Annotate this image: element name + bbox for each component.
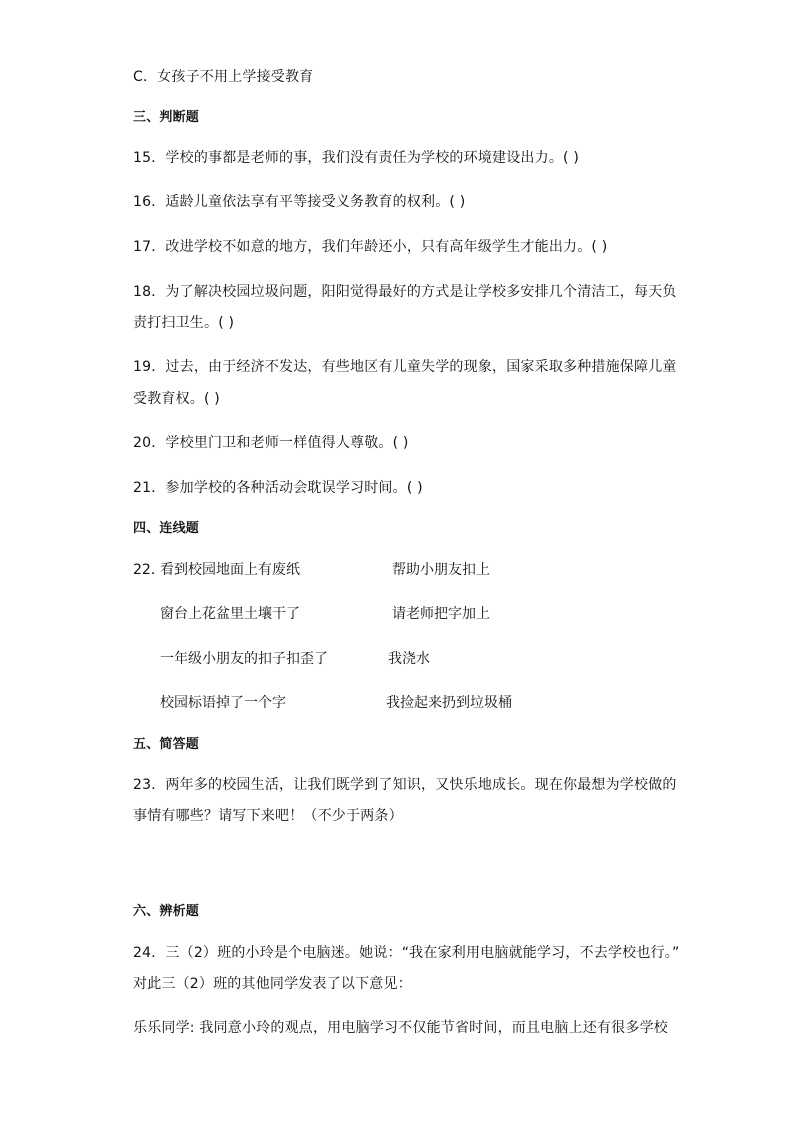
question-21: 21．参加学校的各种活动会耽误学习时间。( ): [133, 480, 423, 496]
matching-left-3: 一年级小朋友的扣子扣歪了: [160, 651, 328, 667]
question-19-line2: 受教育权。( ): [133, 391, 220, 407]
question-17: 17．改进学校不如意的地方，我们年龄还小，只有高年级学生才能出力。( ): [133, 239, 608, 255]
question-23-line2: 事情有哪些？请写下来吧！（不少于两条）: [133, 808, 403, 824]
matching-right-2: 请老师把字加上: [392, 606, 490, 622]
question-16: 16．适龄儿童依法享有平等接受义务教育的权利。( ): [133, 194, 466, 210]
question-18-line1: 18．为了解决校园垃圾问题，阳阳觉得最好的方式是让学校多安排几个清洁工，每天负: [133, 284, 677, 300]
question-19-line1: 19．过去，由于经济不发达，有些地区有儿童失学的现象，国家采取多种措施保障儿童: [133, 359, 677, 375]
question-15: 15．学校的事都是老师的事，我们没有责任为学校的环境建设出力。( ): [133, 150, 579, 166]
section-title-judgment: 三、判断题: [133, 110, 200, 125]
matching-left-1: 看到校园地面上有废纸: [160, 562, 300, 578]
section-title-short-answer: 五、简答题: [133, 737, 200, 752]
matching-right-4: 我捡起来扔到垃圾桶: [386, 695, 512, 711]
matching-left-2: 窗台上花盆里土壤干了: [160, 606, 300, 622]
question-24-line3: 乐乐同学: 我同意小玲的观点，用电脑学习不仅能节省时间，而且电脑上还有很多学校: [133, 1020, 668, 1036]
matching-left-4: 校园标语掉了一个字: [160, 695, 286, 711]
section-title-analysis: 六、辨析题: [133, 904, 200, 919]
section-title-matching: 四、连线题: [133, 521, 200, 536]
question-24-line1: 24．三（2）班的小玲是个电脑迷。她说：“我在家利用电脑就能学习，不去学校也行。”: [133, 945, 680, 961]
question-18-line2: 责打扫卫生。( ): [133, 315, 235, 331]
question-23-line1: 23．两年多的校园生活，让我们既学到了知识，又快乐地成长。现在你最想为学校做的: [133, 777, 677, 793]
option-c: C．女孩子不用上学接受教育: [133, 69, 314, 85]
matching-number: 22．: [133, 562, 165, 578]
matching-right-3: 我浇水: [388, 651, 430, 667]
question-20: 20．学校里门卫和老师一样值得人尊敬。( ): [133, 435, 409, 451]
question-24-line2: 对此三（2）班的其他同学发表了以下意见：: [133, 976, 412, 992]
matching-right-1: 帮助小朋友扣上: [392, 562, 490, 578]
